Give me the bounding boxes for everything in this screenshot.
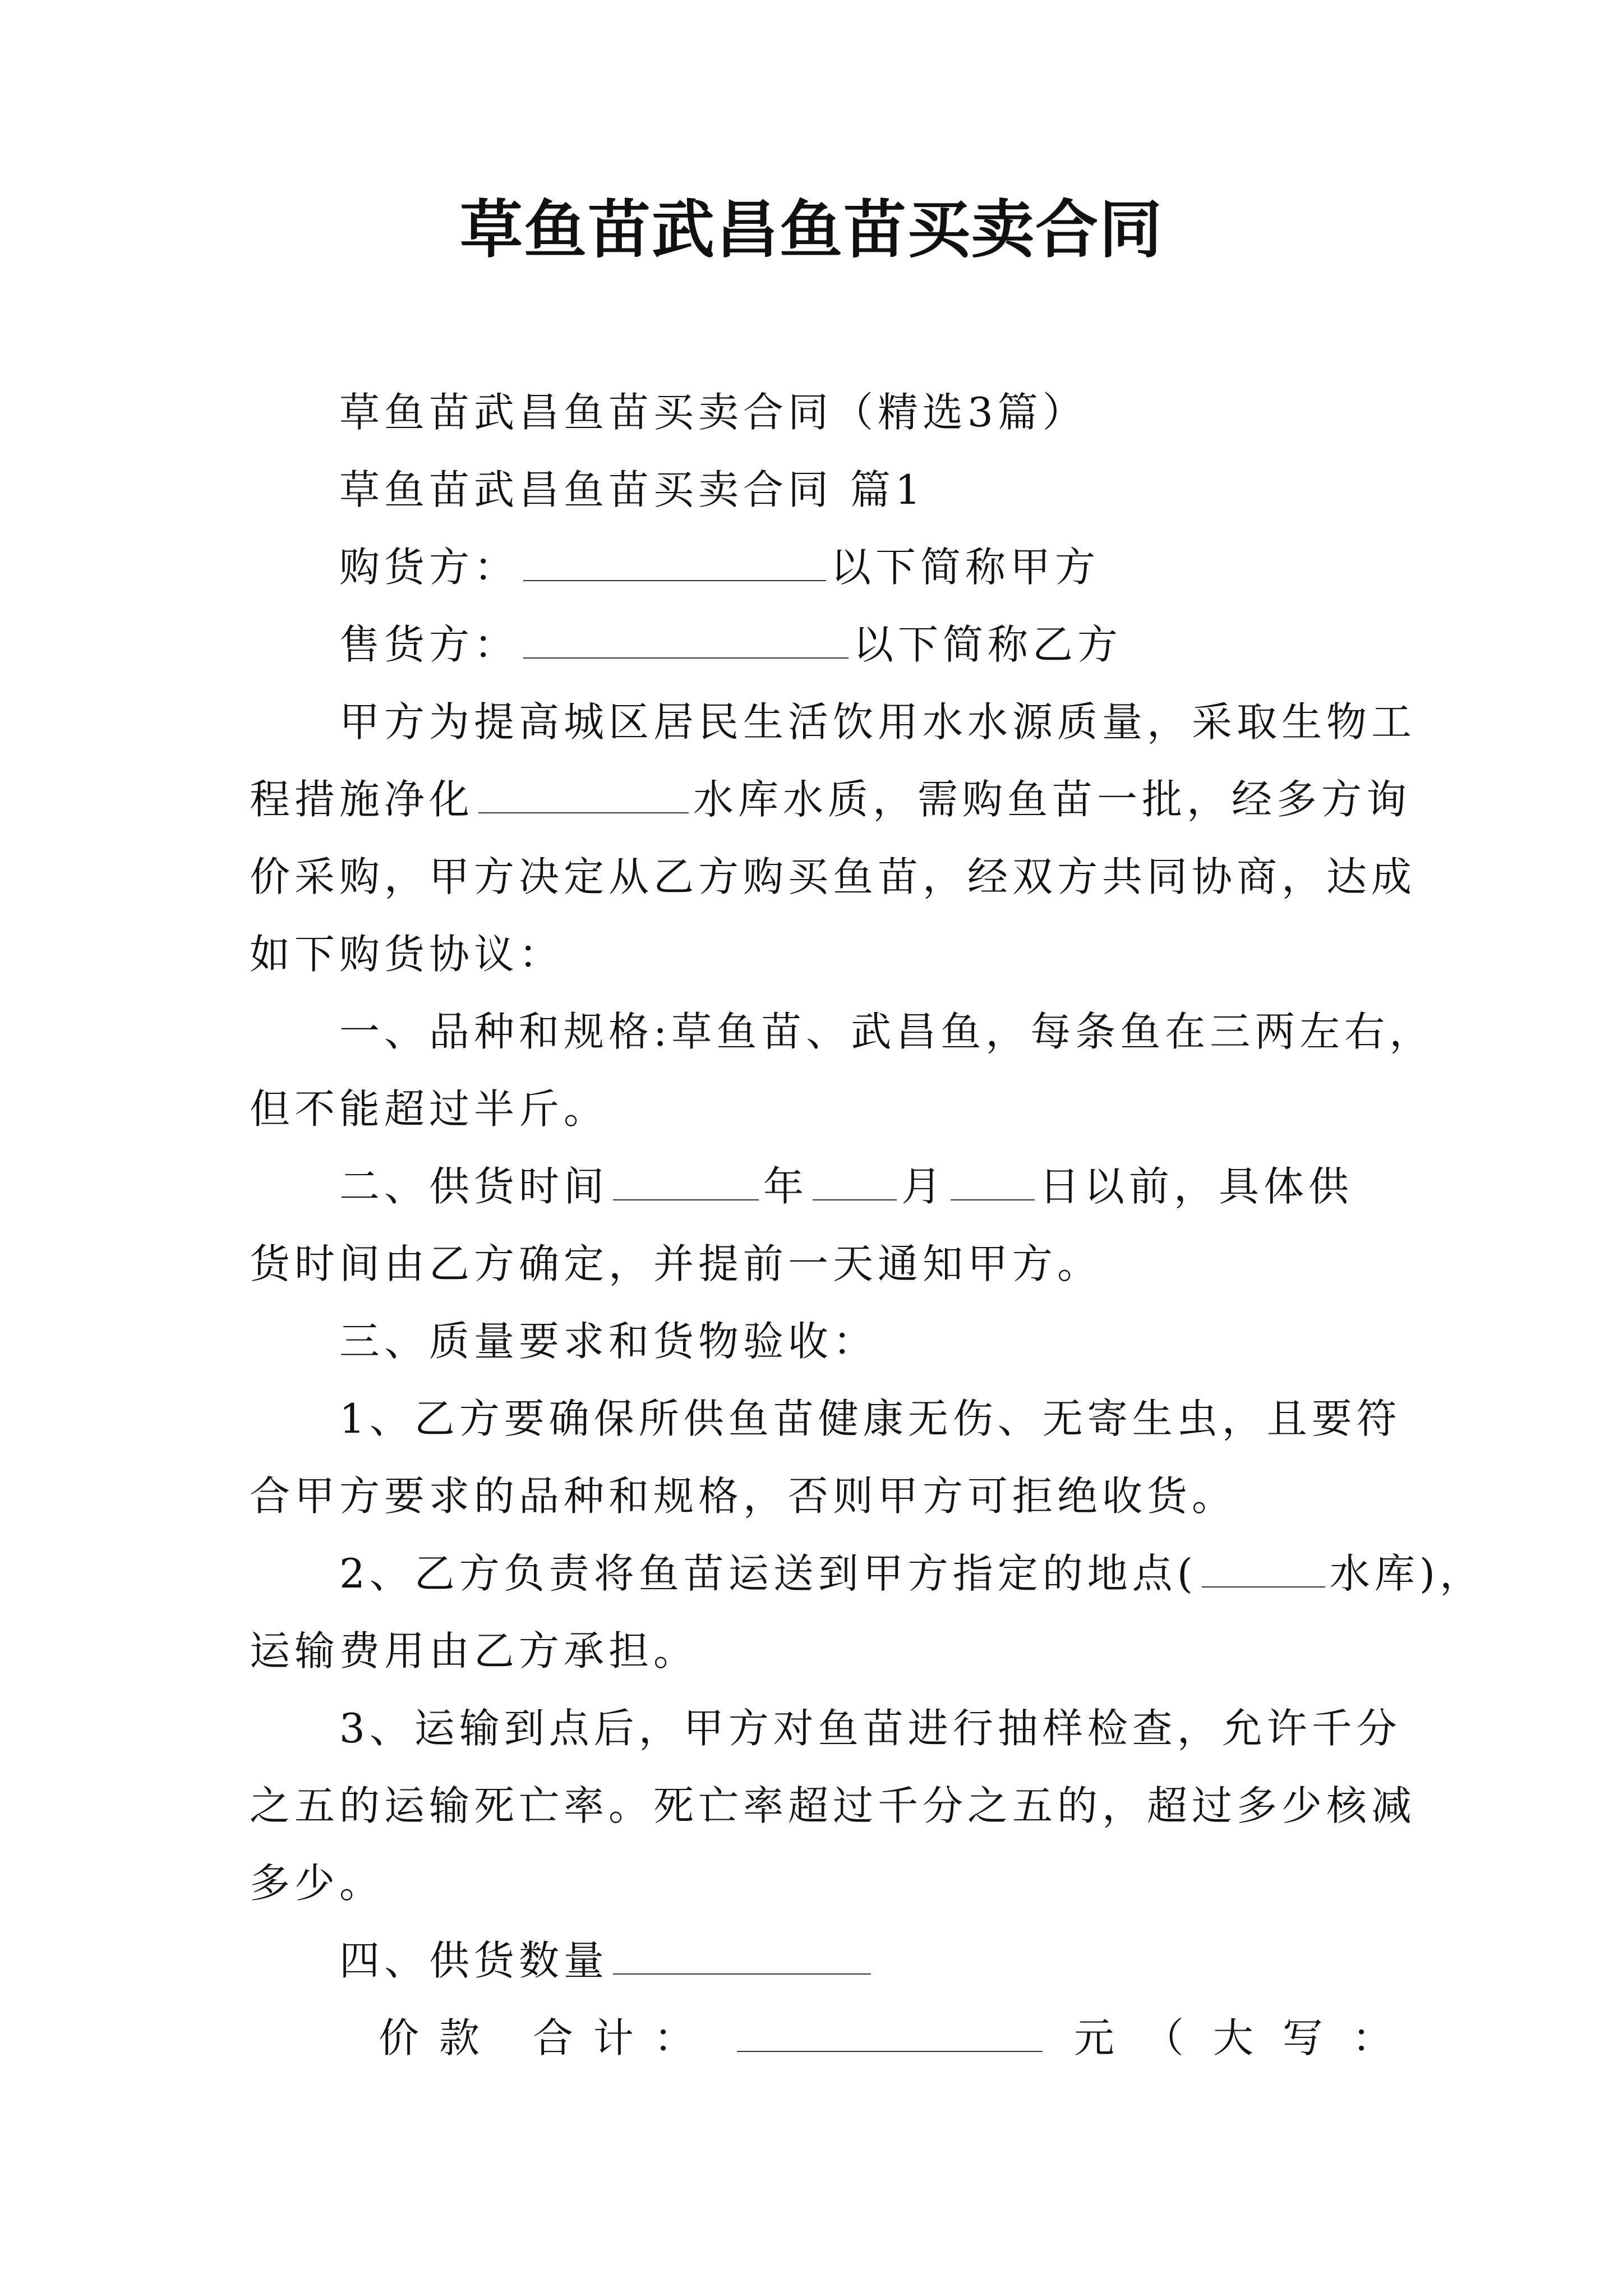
quantity-label: 四、供货数量 xyxy=(339,1937,609,1984)
item-3-continuation: 多少。 xyxy=(250,1860,385,1907)
buyer-note: 以下简称甲方 xyxy=(831,544,1100,591)
clause-1-continuation: 但不能超过半斤。 xyxy=(250,1085,609,1133)
site-blank xyxy=(1202,1540,1325,1588)
item-3-continuation: 之五的运输死亡率。死亡率超过千分之五的，超过多少核减 xyxy=(250,1782,1417,1829)
item-1-line: 1、乙方要确保所供鱼苗健康无伤、无寄生虫，且要符 xyxy=(339,1395,1401,1442)
seller-blank xyxy=(523,611,849,659)
clause-2-continuation: 货时间由乙方确定，并提前一天通知甲方。 xyxy=(250,1240,1103,1287)
buyer-blank xyxy=(523,534,826,581)
paragraph-line: 如下购货协议： xyxy=(250,931,564,978)
reservoir-line xyxy=(250,761,1412,838)
price-total-blank xyxy=(737,2005,1043,2052)
uppercase-amount-label: 元（大写： xyxy=(1073,2014,1422,2062)
quantity-line xyxy=(250,1922,1377,1999)
year-label: 年 xyxy=(763,1163,809,1210)
paragraph-line: 甲方为提高城区居民生活饮用水水源质量，采取生物工 xyxy=(339,698,1417,746)
section-heading-line: 草鱼苗武昌鱼苗买卖合同 篇1 xyxy=(339,466,925,513)
item-3-line: 3、运输到点后，甲方对鱼苗进行抽样检查，允许千分 xyxy=(339,1705,1401,1752)
document-body xyxy=(250,374,1484,2077)
delivery-time-label: 二、供货时间 xyxy=(339,1163,609,1210)
buyer-line xyxy=(250,528,1377,606)
price-total-label: 价款 合计： xyxy=(379,2014,714,2062)
buyer-label: 购货方： xyxy=(339,544,519,591)
reservoir-text-start: 程措施净化 xyxy=(250,776,474,823)
seller-label: 售货方： xyxy=(339,621,519,668)
item-1-continuation: 合甲方要求的品种和规格，否则甲方可拒绝收货。 xyxy=(250,1473,1237,1520)
item-2-line xyxy=(250,1535,1484,1612)
month-blank xyxy=(813,1153,897,1200)
item-2-text-start: 2、乙方负责将鱼苗运送到甲方指定的地点( xyxy=(339,1550,1197,1597)
clause-2-line xyxy=(250,1148,1377,1225)
month-label: 月 xyxy=(901,1163,947,1210)
day-label: 日以前，具体供 xyxy=(1039,1163,1354,1210)
seller-note: 以下简称乙方 xyxy=(853,621,1123,668)
item-2-continuation: 运输费用由乙方承担。 xyxy=(250,1627,699,1674)
document-title: 草鱼苗武昌鱼苗买卖合同 xyxy=(460,193,1163,266)
clause-3-heading: 三、质量要求和货物验收： xyxy=(339,1318,878,1365)
quantity-blank xyxy=(613,1927,871,1975)
price-total-line xyxy=(250,1999,1422,2077)
day-blank xyxy=(951,1153,1035,1200)
clause-1-line: 一、品种和规格:草鱼苗、武昌鱼，每条鱼在三两左右， xyxy=(339,1008,1435,1055)
year-blank xyxy=(613,1153,759,1200)
subtitle-line: 草鱼苗武昌鱼苗买卖合同（精选3篇） xyxy=(339,389,1087,436)
reservoir-blank xyxy=(478,766,689,813)
paragraph-line: 价采购，甲方决定从乙方购买鱼苗，经双方共同协商，达成 xyxy=(250,853,1417,900)
reservoir-text-end: 水库水质，需购鱼苗一批，经多方询 xyxy=(693,776,1412,823)
item-2-text-end: 水库)， xyxy=(1329,1550,1484,1597)
seller-line xyxy=(250,606,1377,683)
